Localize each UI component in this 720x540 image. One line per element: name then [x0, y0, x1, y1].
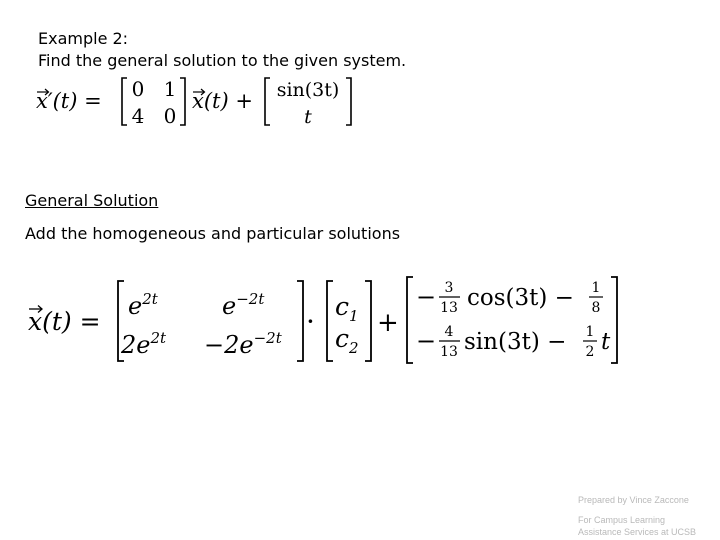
forcing-left-bracket	[265, 78, 270, 125]
matrix-entry-21: 4	[131, 104, 145, 128]
general-solution-equation	[20, 275, 625, 367]
footer-credit: Prepared by Vince Zaccone	[578, 495, 689, 505]
problem-prompt: Find the general solution to the given system.	[38, 51, 407, 70]
particular-row1-num2: 1	[591, 280, 601, 296]
particular-row2-func: sin(3t) −	[464, 329, 567, 355]
constants-right-bracket	[365, 281, 371, 361]
fundamental-r2c2: $-2e^{-2t}$	[204, 329, 282, 359]
particular-left-bracket	[407, 277, 413, 363]
particular-row1-func: cos(3t) −	[467, 285, 574, 311]
plus-operator: +	[377, 308, 399, 338]
section-subtitle: Add the homogeneous and particular solutions	[25, 224, 401, 243]
particular-row2-sign: −	[416, 327, 437, 355]
constant-c2: $c_2$	[335, 324, 359, 357]
particular-row1-num: 3	[444, 280, 454, 296]
section-heading: General Solution	[25, 191, 159, 210]
matrix-entry-11: 0	[131, 77, 145, 101]
particular-row2-den2: 2	[585, 344, 595, 360]
matrix-left-bracket	[122, 78, 127, 125]
example-title: Example 2:	[38, 29, 129, 48]
particular-row2-num: 4	[444, 324, 454, 340]
particular-row2-den: 13	[440, 344, 458, 360]
footer-org-line1: For Campus Learning	[578, 515, 666, 525]
fundamental-r1c2: $e^{-2t}$	[222, 290, 265, 320]
matrix-entry-22: 0	[163, 104, 177, 128]
footer-org-line2: Assistance Services at UCSB	[578, 527, 697, 537]
system-lhs: x′(t) =	[36, 89, 102, 113]
particular-row1-den: 13	[440, 300, 458, 316]
particular-row1-den2: 8	[591, 300, 601, 316]
state-vector: x(t) +	[192, 89, 253, 113]
dot-operator: ·	[306, 305, 315, 338]
constant-c1: $c_1$	[335, 292, 359, 325]
particular-right-bracket	[611, 277, 617, 363]
forcing-entry-1: sin(3t)	[276, 79, 340, 101]
solution-lhs: x(t) =	[28, 307, 101, 336]
particular-row1-sign: −	[416, 283, 437, 311]
forcing-right-bracket	[346, 78, 351, 125]
constants-left-bracket	[327, 281, 333, 361]
particular-row2-num2: 1	[585, 324, 595, 340]
matrix-entry-12: 1	[163, 77, 177, 101]
particular-row2-tail: t	[601, 329, 611, 355]
matrix-right-bracket	[180, 78, 185, 125]
fundamental-r2c1: $2e^{2t}$	[121, 329, 167, 359]
system-equation	[30, 72, 360, 130]
forcing-entry-2: t	[304, 106, 312, 128]
fundamental-r1c1: $e^{2t}$	[128, 290, 158, 320]
fundamental-right-bracket	[297, 281, 303, 361]
